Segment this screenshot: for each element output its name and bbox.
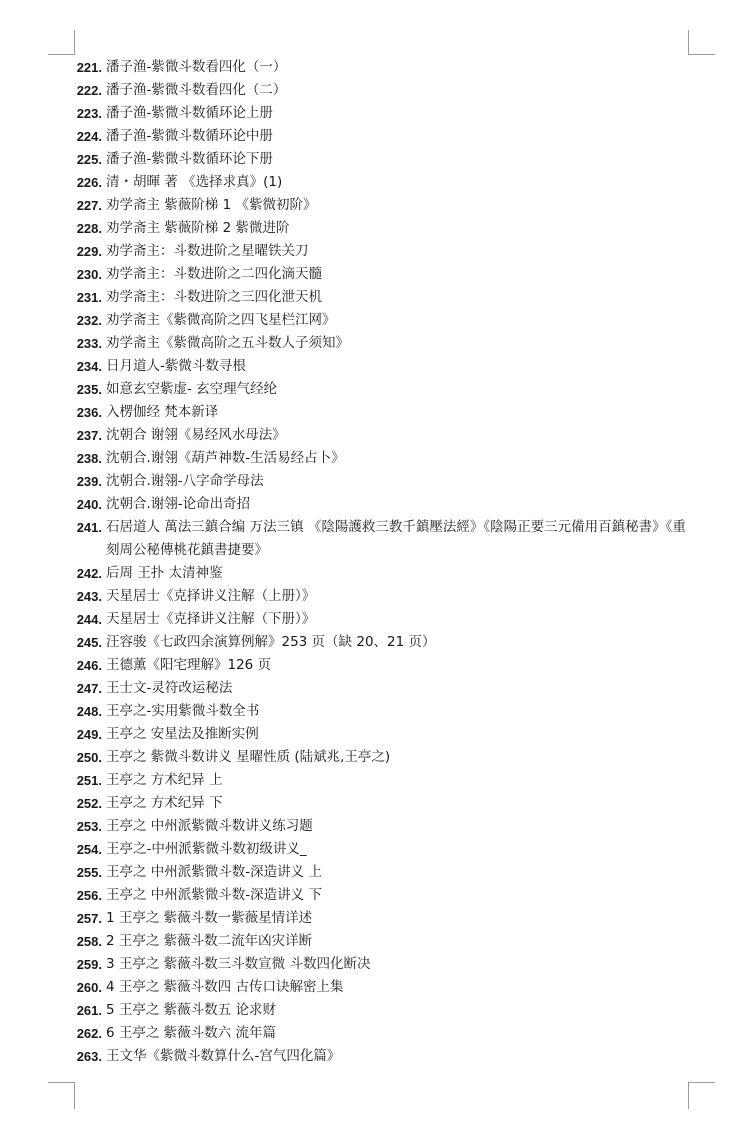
item-title: 如意玄空紫虚- 玄空理气经纶: [106, 381, 278, 397]
list-item: [0, 286, 754, 309]
item-number: 263.: [76, 1049, 102, 1064]
item-title: 潘子渔-紫微斗数看四化（二）: [106, 82, 287, 98]
list-item: [0, 217, 754, 240]
item-number: 222.: [76, 83, 102, 98]
item-number: 247.: [76, 681, 102, 696]
item-title: 沈朝合.谢翎《葫芦神数-生活易经占卜》: [106, 450, 345, 466]
list-item: [0, 79, 754, 102]
list-item: [0, 769, 754, 792]
item-number: 246.: [76, 658, 102, 673]
item-title: 王亭之 安星法及推断实例: [106, 726, 259, 742]
list-item: [0, 470, 754, 493]
item-number: 234.: [76, 359, 102, 374]
item-number: 237.: [76, 428, 102, 443]
list-item: [0, 332, 754, 355]
item-title: 1 王亭之 紫薇斗数一紫薇星情详述: [106, 910, 313, 926]
item-title: 劝学斋主：斗数进阶之二四化滴天髓: [106, 266, 322, 282]
item-number: 242.: [76, 566, 102, 581]
item-title: 王德薰《阳宅理解》126 页: [106, 657, 272, 673]
item-number: 262.: [76, 1026, 102, 1041]
crop-mark-bottom-right: [688, 1082, 715, 1109]
item-number: 225.: [76, 152, 102, 167]
item-title: 王亭之 中州派紫微斗数-深造讲义 下: [106, 887, 322, 903]
item-title: 王亭之 中州派紫微斗数讲义练习题: [106, 818, 313, 834]
list-item: [0, 654, 754, 677]
item-title: 王亭之 紫微斗数讲义 星曜性质 (陆斌兆,王亭之): [106, 749, 391, 765]
item-number: 228.: [76, 221, 102, 236]
crop-mark-bottom-left: [48, 1082, 75, 1109]
item-number: 261.: [76, 1003, 102, 1018]
item-title: 日月道人-紫微斗数寻根: [106, 358, 246, 374]
list-item: [0, 148, 754, 171]
item-number: 239.: [76, 474, 102, 489]
item-title: 天星居士《克择讲义注解（下册）》: [106, 611, 316, 627]
item-number: 238.: [76, 451, 102, 466]
item-title: 清・胡暉 著 《选择求真》(1): [106, 174, 283, 190]
item-number: 252.: [76, 796, 102, 811]
list-item: [0, 125, 754, 148]
list-item: [0, 999, 754, 1022]
item-number: 223.: [76, 106, 102, 121]
item-title: 潘子渔-紫微斗数循环论中册: [106, 128, 273, 144]
item-title: 王亭之 方术纪异 下: [106, 795, 223, 811]
item-title: 沈朝合 谢翎《易经风水母法》: [106, 427, 286, 443]
list-item: [0, 562, 754, 585]
list-item: [0, 700, 754, 723]
item-title: 3 王亭之 紫薇斗数三斗数宣微 斗数四化断决: [106, 956, 371, 972]
list-item: [0, 746, 754, 769]
list-item: [0, 861, 754, 884]
item-number: 254.: [76, 842, 102, 857]
item-title: 汪容骏《七政四余演算例解》253 页（缺 20、21 页）: [106, 634, 436, 650]
list-item: [0, 976, 754, 999]
list-item: [0, 102, 754, 125]
item-number: 255.: [76, 865, 102, 880]
item-number: 231.: [76, 290, 102, 305]
item-number: 253.: [76, 819, 102, 834]
list-item: [0, 516, 754, 562]
item-number: 227.: [76, 198, 102, 213]
list-item: [0, 401, 754, 424]
item-title: 王亭之 中州派紫微斗数-深造讲义 上: [106, 864, 322, 880]
list-item: [0, 608, 754, 631]
list-item: [0, 838, 754, 861]
book-list: [0, 56, 754, 1068]
list-item: [0, 792, 754, 815]
item-number: 229.: [76, 244, 102, 259]
item-number: 226.: [76, 175, 102, 190]
list-item: [0, 424, 754, 447]
item-number: 249.: [76, 727, 102, 742]
item-number: 245.: [76, 635, 102, 650]
item-title: 沈朝合.谢翎-八字命学母法: [106, 473, 264, 489]
item-title: 沈朝合.谢翎-论命出奇招: [106, 496, 251, 512]
list-item: [0, 355, 754, 378]
item-title: 王亭之-中州派紫微斗数初级讲义_: [106, 841, 307, 857]
item-title: 6 王亭之 紫薇斗数六 流年篇: [106, 1025, 276, 1041]
list-item: [0, 930, 754, 953]
item-number: 230.: [76, 267, 102, 282]
item-title: 潘子渔-紫微斗数循环论上册: [106, 105, 273, 121]
list-item: [0, 1022, 754, 1045]
list-item: [0, 309, 754, 332]
item-title: 劝学斋主《紫微高阶之四飞星栏江网》: [106, 312, 336, 328]
item-number: 236.: [76, 405, 102, 420]
item-title: 后周 王扑 太清神鉴: [106, 565, 223, 581]
list-item: [0, 1045, 754, 1068]
item-title: 王亭之-实用紫微斗数全书: [106, 703, 260, 719]
list-item: [0, 631, 754, 654]
item-number: 251.: [76, 773, 102, 788]
item-number: 258.: [76, 934, 102, 949]
list-item: [0, 447, 754, 470]
item-title: 王士文-灵符改运秘法: [106, 680, 233, 696]
item-number: 256.: [76, 888, 102, 903]
item-title: 入楞伽经 梵本新译: [106, 404, 219, 420]
list-item: [0, 815, 754, 838]
item-title: 王文华《紫微斗数算什么-宫气四化篇》: [106, 1048, 341, 1064]
item-number: 259.: [76, 957, 102, 972]
list-item: [0, 953, 754, 976]
item-number: 233.: [76, 336, 102, 351]
list-item: [0, 677, 754, 700]
item-number: 244.: [76, 612, 102, 627]
item-title: 5 王亭之 紫薇斗数五 论求财: [106, 1002, 276, 1018]
item-title: 劝学斋主 紫薇阶梯 1 《紫微初阶》: [106, 197, 317, 213]
item-number: 248.: [76, 704, 102, 719]
list-item: [0, 263, 754, 286]
item-number: 221.: [76, 60, 102, 75]
list-item: [0, 194, 754, 217]
item-title: 劝学斋主《紫微高阶之五斗数人子须知》: [106, 335, 349, 351]
item-number: 240.: [76, 497, 102, 512]
item-title: 2 王亭之 紫薇斗数二流年凶灾详断: [106, 933, 313, 949]
crop-mark-top-right: [688, 30, 715, 55]
list-item: [0, 585, 754, 608]
item-title: 劝学斋主：斗数进阶之星曜铁关刀: [106, 243, 309, 259]
item-number: 235.: [76, 382, 102, 397]
item-title: 潘子渔-紫微斗数循环论下册: [106, 151, 273, 167]
item-title: 潘子渔-紫微斗数看四化（一）: [106, 59, 287, 75]
list-item: [0, 56, 754, 79]
list-item: [0, 240, 754, 263]
item-number: 260.: [76, 980, 102, 995]
list-item: [0, 723, 754, 746]
item-title: 王亭之 方术纪异 上: [106, 772, 223, 788]
list-item: [0, 378, 754, 401]
item-number: 243.: [76, 589, 102, 604]
item-title: 劝学斋主：斗数进阶之三四化泄天机: [106, 289, 322, 305]
crop-mark-top-left: [48, 30, 75, 55]
list-item: [0, 907, 754, 930]
list-item: [0, 171, 754, 194]
item-number: 257.: [76, 911, 102, 926]
item-number: 224.: [76, 129, 102, 144]
item-title: 天星居士《克择讲义注解（上册）》: [106, 588, 316, 604]
item-title: 石居道人 萬法三鎮合编 万法三镇 《陰陽護救三教千鎮壓法經》《陰陽正要三元備用百鎮秘書》《重刻周公秘傳桃花鎮書捷要》: [106, 519, 686, 558]
list-item: [0, 884, 754, 907]
item-number: 232.: [76, 313, 102, 328]
item-number: 250.: [76, 750, 102, 765]
item-title: 劝学斋主 紫薇阶梯 2 紫微进阶: [106, 220, 290, 236]
item-number: 241.: [76, 520, 102, 535]
list-item: [0, 493, 754, 516]
item-title: 4 王亭之 紫薇斗数四 古传口诀解密上集: [106, 979, 344, 995]
